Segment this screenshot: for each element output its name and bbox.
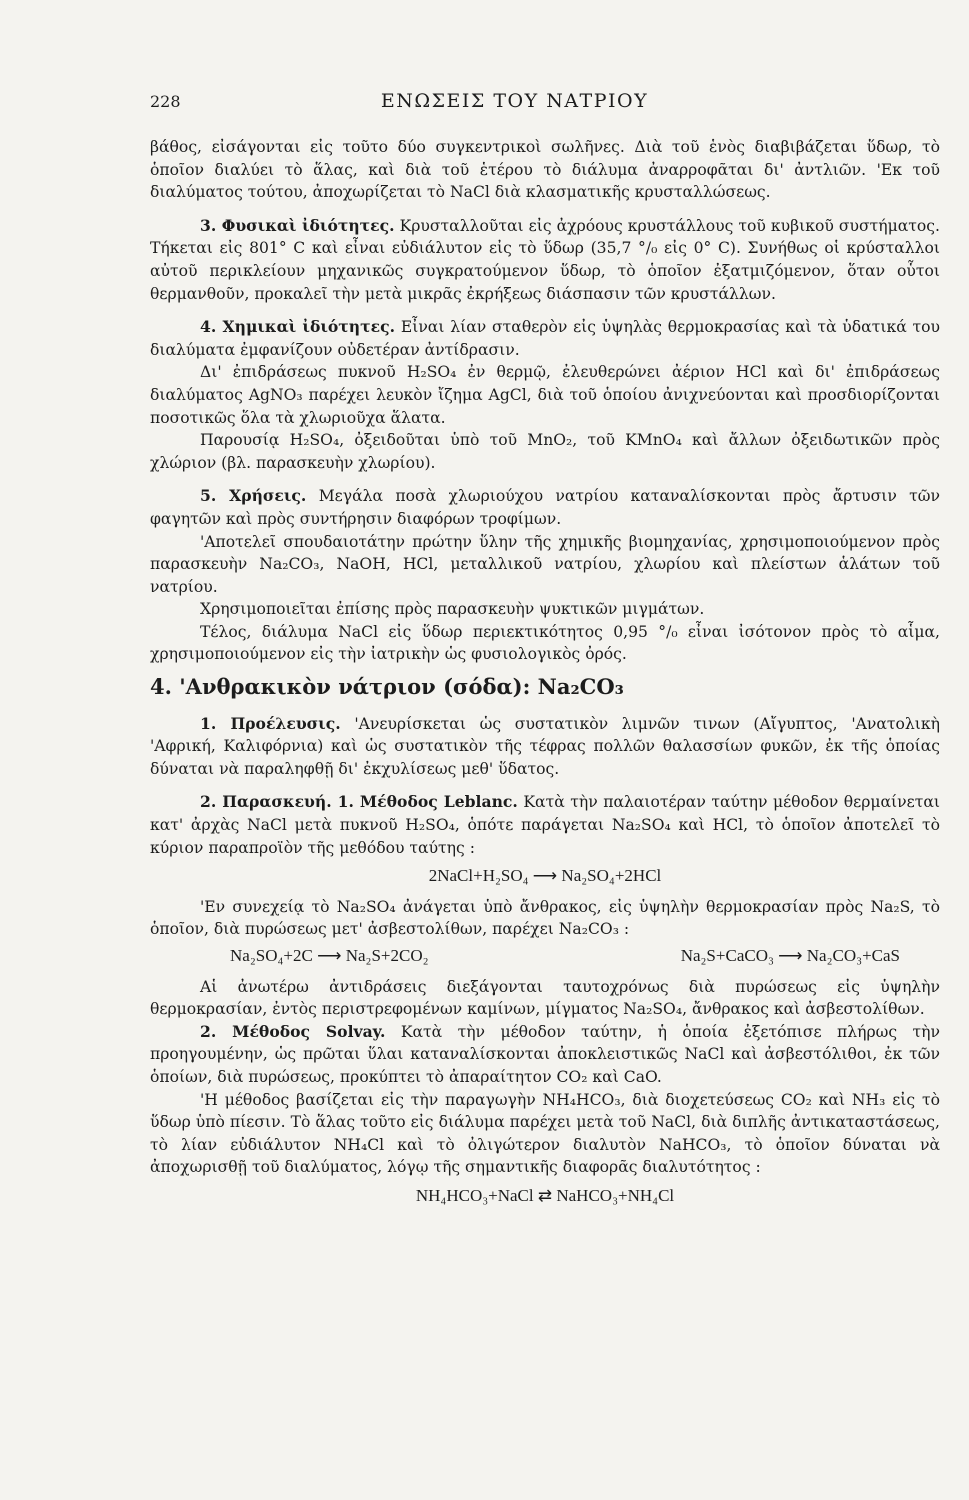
paragraph-chemical-3: Παρουσίᾳ H₂SO₄, ὀξειδοῦται ὑπὸ τοῦ MnO₂, τοῦ KMnO₄ καὶ ἄλλων ὀξειδωτικῶν πρὸς χλώριον (βλ. παρασκευὴν χλωρίου). — [150, 431, 940, 472]
paragraph-physical-properties — [150, 215, 940, 305]
paragraph-leblanc-2: 'Εν συνεχείᾳ τὸ Na₂SO₄ ἀνάγεται ὑπὸ ἄνθρακος, εἰς ὑψηλὴν θερμοκρασίαν πρὸς Na₂S, τὸ ὁποῖον, διὰ πυρώσεως μετ' ἀσβεστολίθων, παρέχει Na₂CO₃ : — [150, 897, 940, 939]
equation-leblanc-3: Na₂S+CaCO₃ ⟶ Na₂CO₃+CaS — [680, 946, 900, 965]
paragraph-chemical-2: Δι' ἐπιδράσεως πυκνοῦ H₂SO₄ ἐν θερμῷ, ἐλευθερώνει ἀέριον HCl καὶ δι' ἐπιδράσεως διαλύματος AgNO₃ παρέχει λευκὸν ἴζημα AgCl, διὰ τοῦ ὁποίου ἀνιχνεύονται καὶ προσδιορίζονται ποσοτικῶς ὅλα τὰ χλωριοῦχα ἅλατα. — [150, 363, 940, 427]
page-header — [0, 92, 969, 122]
section-heading-solvay: 2. Μέθοδος Solvay. — [200, 1021, 386, 1041]
paragraph-solvay — [150, 1021, 940, 1089]
equation-leblanc-2: Na₂SO₄+2C ⟶ Na₂S+2CO₂ — [230, 946, 429, 965]
running-title: ΕΝΩΣΕΙΣ ΤΟΥ ΝΑΤΡΙΟΥ — [380, 90, 649, 112]
paragraph-intro: βάθος, εἰσάγονται εἰς τοῦτο δύο συγκεντρικοὶ σωλῆνες. Διὰ τοῦ ἑνὸς διαβιβάζεται ὕδωρ, τὸ ὁποῖον διαλύει τὸ ἅλας, καὶ διὰ τοῦ ἑτέρου τὸ διάλυμα ἀναρροφᾶται δι' ἀντλιῶν. 'Εκ τοῦ διαλύματος τούτου, ἀποχωρίζεται τὸ NaCl διὰ κλασματικῆς κρυσταλλώσεως. — [150, 138, 940, 202]
section-heading-chemical: 4. Χημικαὶ ἰδιότητες. — [200, 317, 396, 337]
section-text-origin: 'Ανευρίσκεται ὡς συστατικὸν λιμνῶν τινων (Αἴγυπτος, 'Ανατολικὴ 'Αφρική, Καλιφόρνια) καὶ ὡς συστατικὸν τῆς τέφρας πολλῶν θαλασσίων φυκῶν, ἐκ τῆς ὁποίας δύναται νὰ παραληφθῇ δι' ἐκχυλίσεως μεθ' ὕδατος. — [150, 714, 940, 778]
paragraph-uses-3: Χρησιμοποιεῖται ἐπίσης πρὸς παρασκευὴν ψυκτικῶν μιγμάτων. — [200, 600, 705, 619]
paragraph-solvay-2: 'Η μέθοδος βασίζεται εἰς τὴν παραγωγὴν NH₄HCO₃, διὰ διοχετεύσεως CO₂ καὶ NH₃ εἰς τὸ ὕδωρ ὑπὸ πίεσιν. Τὸ ἅλας τοῦτο εἰς διάλυμα παρέχει μετὰ τοῦ NaCl, διὰ διπλῆς ἀντικαταστάσεως, τὸ λίαν εὐδιάλυτον NH₄Cl καὶ τὸ ὀλιγώτερον διαλυτὸν NaHCO₃, τὸ ὁποῖον δύναται νὰ ἀποχωρισθῇ τοῦ διαλύματος, λόγῳ τῆς σημαντικῆς διαφορᾶς διαλυτότητος : — [150, 1090, 940, 1177]
section-heading-physical: 3. Φυσικαὶ ἰδιότητες. — [200, 215, 395, 235]
paragraph-uses-4: Τέλος, διάλυμα NaCl εἰς ὕδωρ περιεκτικότητος 0,95 °/₀ εἶναι ἰσότονον πρὸς τὸ αἷμα, χρησιμοποιούμενον εἰς τὴν ἰατρικὴν ὡς φυσιολογικὸς ὀρός. — [150, 622, 940, 664]
section-text-chemical: Εἶναι λίαν σταθερὸν εἰς ὑψηλὰς θερμοκρασίας καὶ τὰ ὑδατικά του διαλύματα ἐμφανίζουν οὐδετέραν ἀντίδρασιν. — [150, 318, 940, 359]
section-text-physical: Κρυσταλλοῦται εἰς ἀχρόους κρυστάλλους τοῦ κυβικοῦ συστήματος. Τήκεται εἰς 801° C καὶ εἶναι εὐδιάλυτον εἰς τὸ ὕδωρ (35,7 °/₀ εἰς 0° C). Συνήθως οἱ κρύσταλλοι αὐτοῦ περικλείουν μηχανικῶς συγκρατούμενον ὕδωρ, τὸ ὁποῖον ἐξατμιζόμενον, ὅταν οὗτοι θερμανθοῦν, προκαλεῖ τὴν μετὰ μικρᾶς ἐκρήξεως διάσπασιν τῶν κρυστάλλων. — [150, 216, 940, 303]
section-text-uses: Μεγάλα ποσὰ χλωριούχου νατρίου καταναλίσκονται πρὸς ἄρτυσιν τῶν φαγητῶν καὶ πρὸς συντήρησιν διαφόρων τροφίμων. — [150, 487, 940, 528]
equation-solvay: NH₄HCO₃+NaCl ⇄ NaHCO₃+NH₄Cl — [415, 1185, 675, 1205]
section-heading-preparation: 2. Παρασκευή. 1. Μέθοδος Leblanc. — [200, 792, 518, 812]
paragraph-leblanc-3: Αἱ ἀνωτέρω ἀντιδράσεις διεξάγονται ταυτοχρόνως διὰ πυρώσεως εἰς ὑψηλὴν θερμοκρασίαν, ἐντὸς περιστρεφομένων καμίνων, μίγματος Na₂SO₄, ἄνθρακος καὶ ἀσβεστολίθων. — [150, 977, 940, 1019]
section-heading-uses: 5. Χρήσεις. — [200, 486, 307, 506]
paragraph-preparation — [150, 791, 940, 859]
paragraph-uses — [150, 485, 940, 530]
paragraph-origin — [150, 713, 940, 781]
section-heading-origin: 1. Προέλευσις. — [200, 713, 341, 733]
equation-leblanc-1: 2NaCl+H₂SO₄ ⟶ Na₂SO₄+2HCl — [428, 866, 662, 886]
page-number: 228 — [150, 92, 181, 111]
paragraph-uses-2: 'Αποτελεῖ σπουδαιοτάτην πρώτην ὕλην τῆς χημικῆς βιομηχανίας, χρησιμοποιούμενον πρὸς παρασκευὴν Na₂CO₃, NaOH, HCl, μεταλλικοῦ νατρίου, χλωρίου καὶ πλείστων ἁλάτων τοῦ νατρίου. — [150, 532, 940, 596]
equation-row-leblanc — [150, 945, 940, 968]
paragraph-chemical-properties — [150, 316, 940, 361]
section-text-preparation: Κατὰ τὴν παλαιοτέραν ταύτην μέθοδον θερμαίνεται κατ' ἀρχὰς NaCl μετὰ πυκνοῦ H₂SO₄, ὁπότε παράγεται Na₂SO₄ καὶ HCl, τὸ ὁποῖον ἀποτελεῖ τὸ κύριον παραπροϊὸν τῆς μεθόδου ταύτης : — [150, 793, 940, 857]
chapter-title: 4. 'Ανθρακικὸν νάτριον (σόδα): Na₂CO₃ — [150, 674, 624, 700]
page-body — [150, 136, 940, 1216]
section-text-solvay: Κατὰ τὴν μέθοδον ταύτην, ἡ ὁποία ἐξετόπισε πλήρως τὴν προηγουμένην, ὡς πρῶται ὕλαι καταναλίσκονται ἀποκλειστικῶς NaCl καὶ ἀσβεστόλιθοι, ἐκ τῶν ὁποίων, διὰ πυρώσεως, προκύπτει τὸ ἀπαραίτητον CO₂ καὶ CaO. — [150, 1022, 940, 1086]
